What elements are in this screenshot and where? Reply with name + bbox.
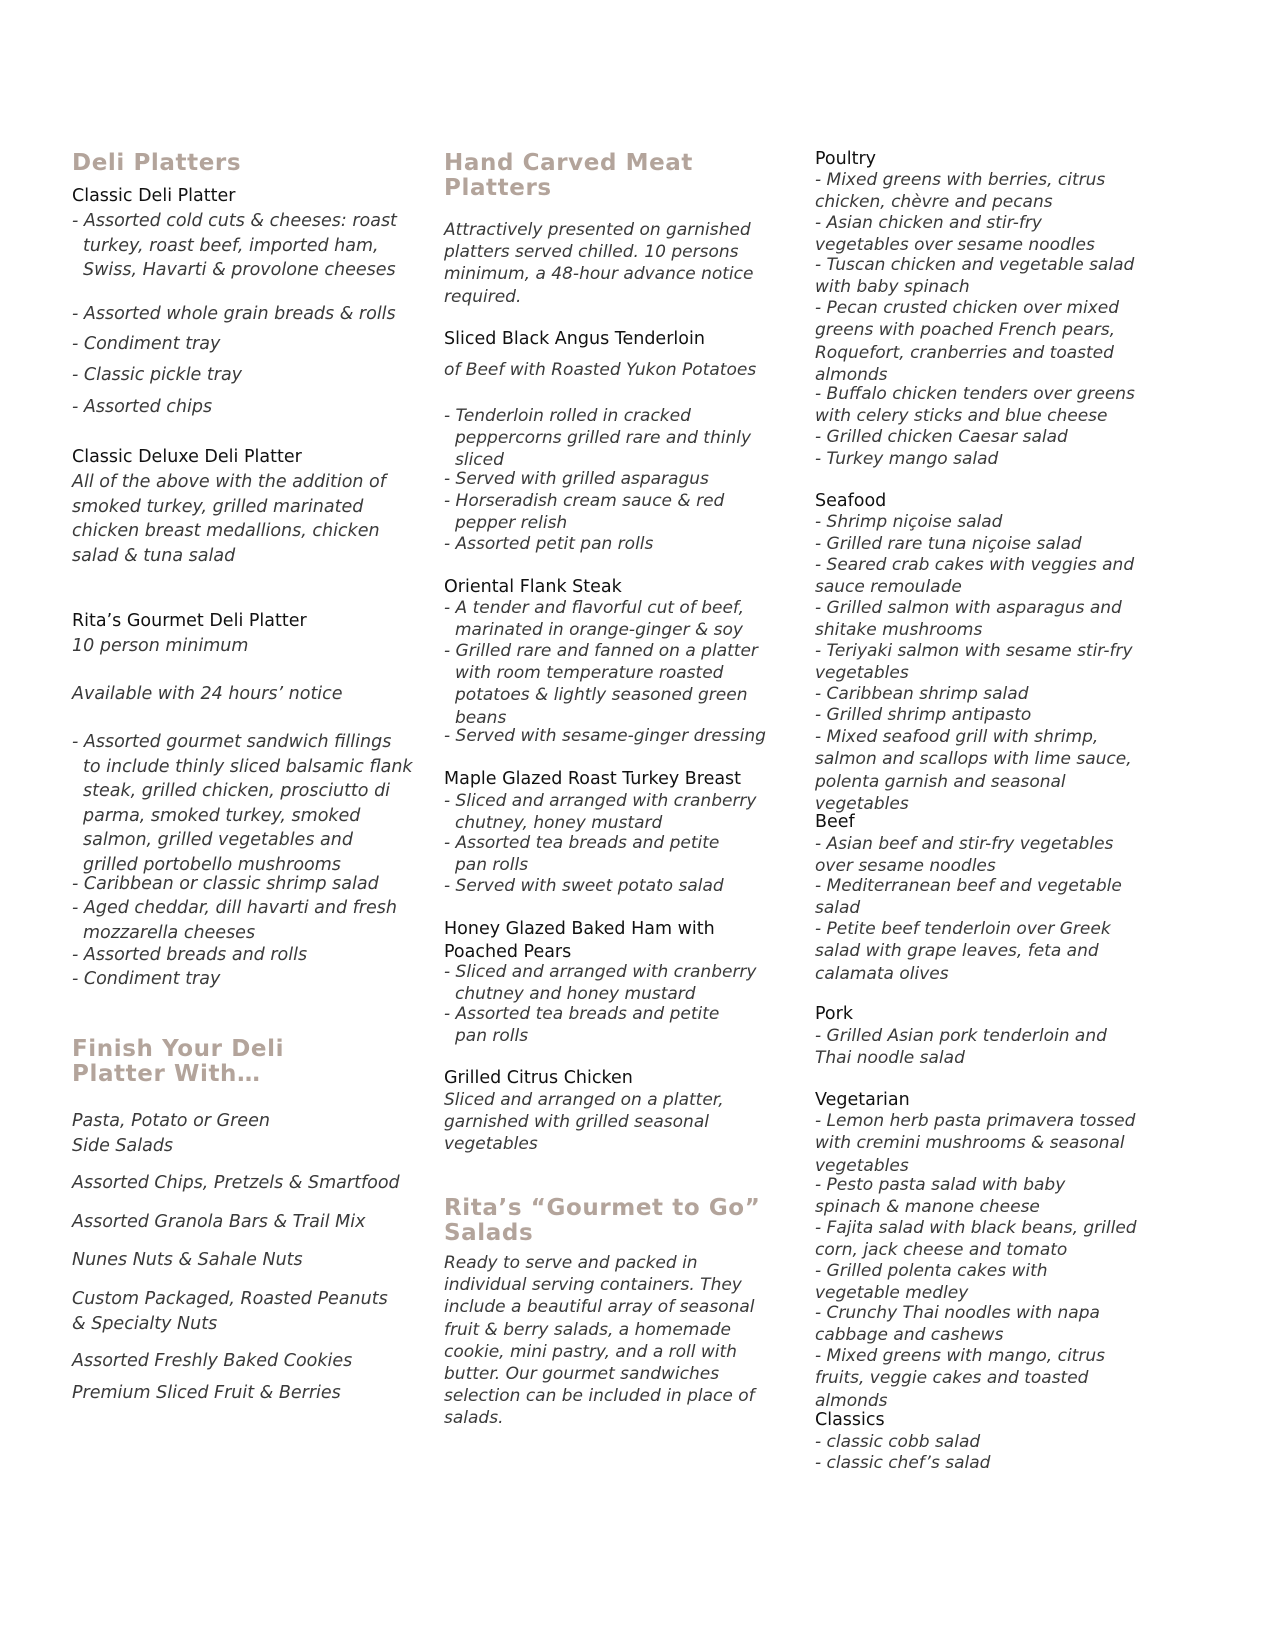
citrus-chicken-title: Grilled Citrus Chicken [444, 1068, 633, 1088]
ham-item-1: - Sliced and arranged with cranberry chutney and honey mustard [444, 962, 757, 1005]
ham-item-2: - Assorted tea breads and petite pan rolls [444, 1004, 720, 1047]
flank-item-3: - Served with sesame-ginger dressing [444, 726, 766, 746]
meat-platters-heading: Hand Carved Meat Platters [444, 150, 694, 201]
turkey-item-3: - Served with sweet potato salad [444, 876, 724, 896]
beef-title: Beef [815, 812, 855, 832]
finish-item-5: Custom Packaged, Roasted Peanuts & Specialty Nuts [72, 1289, 388, 1334]
tenderloin-item-4: - Assorted petit pan rolls [444, 534, 654, 554]
classic-item-3: - Condiment tray [72, 334, 221, 354]
finish-heading: Finish Your Deli Platter With… [72, 1036, 285, 1087]
finish-item-1: Pasta, Potato or Green Side Salads [72, 1111, 270, 1156]
gourmet-deli-platter-title: Rita’s Gourmet Deli Platter [72, 611, 307, 631]
beef-item-3: - Petite beef tenderloin over Greek salad with grape leaves, feta and calamata olives [815, 919, 1111, 984]
tenderloin-item-2: - Served with grilled asparagus [444, 469, 709, 489]
vegetarian-item-5: - Crunchy Thai noodles with napa cabbage and cashews [815, 1303, 1100, 1346]
gourmet-item-4: - Assorted breads and rolls [72, 945, 308, 965]
vegetarian-title: Vegetarian [815, 1090, 910, 1110]
classic-item-4: - Classic pickle tray [72, 365, 243, 385]
meat-intro: Attractively presented on garnished platters served chilled. 10 persons minimum, a 48-hour advance notice required. [444, 220, 754, 307]
gourmet-item-3: - Aged cheddar, dill havarti and fresh mozzarella cheeses [72, 898, 397, 943]
pork-title: Pork [815, 1004, 853, 1024]
gourmet-notice: Available with 24 hours’ notice [72, 684, 343, 704]
classic-item-5: - Assorted chips [72, 397, 213, 417]
turkey-item-2: - Assorted tea breads and petite pan rolls [444, 833, 720, 876]
finish-item-4: Nunes Nuts & Sahale Nuts [72, 1250, 303, 1270]
poultry-item-2: - Asian chicken and stir-fry vegetables over sesame noodles [815, 213, 1095, 256]
classics-title: Classics [815, 1410, 885, 1430]
finish-item-7: Premium Sliced Fruit & Berries [72, 1383, 341, 1403]
poultry-item-3: - Tuscan chicken and vegetable salad with baby spinach [815, 255, 1135, 298]
classics-item-2: - classic chef’s salad [815, 1453, 991, 1473]
poultry-item-4: - Pecan crusted chicken over mixed greens with poached French pears, Roquefort, cranberries and toasted almonds [815, 298, 1120, 385]
ham-title: Honey Glazed Baked Ham with Poached Pears [444, 919, 715, 962]
classics-item-1: - classic cobb salad [815, 1432, 981, 1452]
poultry-item-6: - Grilled chicken Caesar salad [815, 427, 1068, 447]
gourmet-item-2: - Caribbean or classic shrimp salad [72, 874, 379, 894]
finish-item-3: Assorted Granola Bars & Trail Mix [72, 1212, 366, 1232]
finish-item-2: Assorted Chips, Pretzels & Smartfood [72, 1173, 400, 1193]
vegetarian-item-1: - Lemon herb pasta primavera tossed with cremini mushrooms & seasonal vegetables [815, 1111, 1136, 1176]
poultry-item-5: - Buffalo chicken tenders over greens with celery sticks and blue cheese [815, 384, 1135, 427]
classic-deli-platter-title: Classic Deli Platter [72, 186, 236, 206]
pork-item-1: - Grilled Asian pork tenderloin and Thai noodle salad [815, 1026, 1107, 1069]
deli-platters-heading: Deli Platters [72, 150, 242, 176]
poultry-title: Poultry [815, 149, 877, 169]
seafood-item-1: - Shrimp niçoise salad [815, 512, 1003, 532]
gourmet-item-5: - Condiment tray [72, 969, 221, 989]
turkey-item-1: - Sliced and arranged with cranberry chutney, honey mustard [444, 791, 757, 834]
finish-item-6: Assorted Freshly Baked Cookies [72, 1351, 353, 1371]
turkey-title: Maple Glazed Roast Turkey Breast [444, 769, 742, 789]
beef-item-1: - Asian beef and stir-fry vegetables over sesame noodles [815, 834, 1114, 877]
flank-item-1: - A tender and flavorful cut of beef, marinated in orange-ginger & soy [444, 598, 745, 641]
deluxe-description: All of the above with the addition of smoked turkey, grilled marinated chicken breast medallions, chicken salad & tuna salad [72, 472, 386, 566]
gourmet-minimum: 10 person minimum [72, 636, 249, 656]
seafood-item-2: - Grilled rare tuna niçoise salad [815, 534, 1082, 554]
deluxe-deli-platter-title: Classic Deluxe Deli Platter [72, 447, 302, 467]
vegetarian-item-2: - Pesto pasta salad with baby spinach & manone cheese [815, 1175, 1066, 1218]
seafood-item-4: - Grilled salmon with asparagus and shitake mushrooms [815, 598, 1122, 641]
flank-steak-title: Oriental Flank Steak [444, 577, 622, 597]
classic-item-2: - Assorted whole grain breads & rolls [72, 304, 396, 324]
seafood-item-5: - Teriyaki salmon with sesame stir-fry vegetables [815, 641, 1133, 684]
poultry-item-1: - Mixed greens with berries, citrus chicken, chèvre and pecans [815, 170, 1106, 213]
gourmet-to-go-desc: Ready to serve and packed in individual serving containers. They include a beautiful array of seasonal fruit & berry salads, a homemade cookie, mini pastry, and a roll with butter. Our gourmet sandwiches selection can be included in place of salads. [444, 1253, 755, 1429]
tenderloin-item-1: - Tenderloin rolled in cracked peppercorns grilled rare and thinly sliced [444, 406, 752, 471]
seafood-item-6: - Caribbean shrimp salad [815, 684, 1029, 704]
poultry-item-7: - Turkey mango salad [815, 449, 999, 469]
gourmet-to-go-heading: Rita’s “Gourmet to Go” Salads [444, 1195, 761, 1246]
seafood-title: Seafood [815, 491, 887, 511]
beef-item-2: - Mediterranean beef and vegetable salad [815, 876, 1122, 919]
seafood-item-3: - Seared crab cakes with veggies and sauce remoulade [815, 555, 1135, 598]
tenderloin-item-3: - Horseradish cream sauce & red pepper relish [444, 491, 725, 534]
seafood-item-7: - Grilled shrimp antipasto [815, 705, 1032, 725]
gourmet-item-1: - Assorted gourmet sandwich fillings to include thinly sliced balsamic flank steak, grilled chicken, prosciutto di parma, smoked turkey, smoked salmon, grilled vegetables and grilled portobello mushrooms [72, 732, 413, 875]
tenderloin-title: Sliced Black Angus Tenderloin [444, 329, 705, 349]
citrus-chicken-desc: Sliced and arranged on a platter, garnished with grilled seasonal vegetables [444, 1090, 724, 1155]
vegetarian-item-6: - Mixed greens with mango, citrus fruits, veggie cakes and toasted almonds [815, 1346, 1105, 1411]
flank-item-2: - Grilled rare and fanned on a platter with room temperature roasted potatoes & lightly seasoned green beans [444, 641, 758, 728]
seafood-item-8: - Mixed seafood grill with shrimp, salmon and scallops with lime sauce, polenta garnish and seasonal vegetables [815, 727, 1132, 814]
classic-item-1: - Assorted cold cuts & cheeses: roast turkey, roast beef, imported ham, Swiss, Havarti & provolone cheeses [72, 211, 397, 280]
tenderloin-subtitle: of Beef with Roasted Yukon Potatoes [444, 360, 757, 380]
vegetarian-item-3: - Fajita salad with black beans, grilled corn, jack cheese and tomato [815, 1218, 1137, 1261]
vegetarian-item-4: - Grilled polenta cakes with vegetable medley [815, 1261, 1048, 1304]
